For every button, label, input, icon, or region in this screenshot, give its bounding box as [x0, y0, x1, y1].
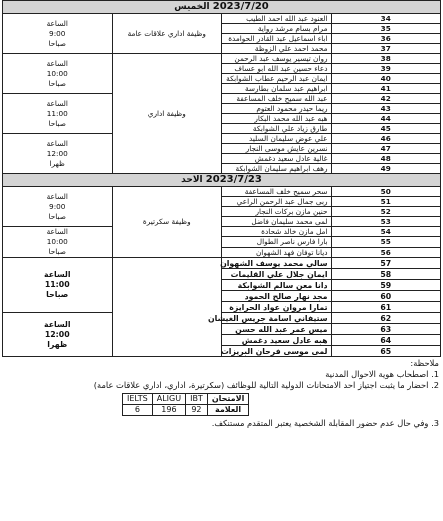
time-label: صباحا — [48, 38, 66, 48]
applicant-name: العنود عبد الله احمد الطيب — [222, 14, 332, 24]
row-number: 42 — [331, 94, 441, 104]
date-row — [3, 174, 441, 187]
time-label: الساعة — [43, 319, 71, 329]
notes-title: ملاحظة: — [410, 358, 439, 368]
exam-col-name: IBT — [186, 394, 208, 405]
time-value: 9:00 — [49, 201, 66, 211]
date-value: 2023/7/20 — [212, 1, 269, 12]
table-row — [3, 187, 441, 197]
row-number: 57 — [331, 258, 441, 269]
time-label: صباحا — [48, 247, 66, 256]
applicant-name: مرام بسام مرشد رواية — [222, 24, 332, 34]
time-value: 12:00 — [44, 329, 70, 339]
applicant-name: لمى محمد سليمان فاضل — [222, 217, 332, 227]
notes — [2, 357, 441, 429]
row-number: 37 — [331, 44, 441, 54]
row-number: 62 — [331, 313, 441, 324]
applicant-name: هبه عبد الله محمد البكار — [222, 114, 332, 124]
exam-col-name: IELTS — [123, 394, 153, 405]
time-value: 12:00 — [46, 148, 68, 158]
row-number: 64 — [331, 335, 441, 346]
row-number: 52 — [331, 207, 441, 217]
row-number: 55 — [331, 237, 441, 247]
row-number: 53 — [331, 217, 441, 227]
row-number: 58 — [331, 269, 441, 280]
time-label: صباحا — [48, 211, 66, 221]
time-label: الساعة — [46, 227, 68, 236]
time-label: الساعة — [46, 18, 68, 28]
applicant-name: نسرين عايش موسى النجار — [222, 144, 332, 154]
applicant-name: رهف ابراهيم سليمان الشوابكة — [222, 164, 332, 174]
table-row — [3, 227, 441, 237]
applicant-name: حنين مازن بركات النجار — [222, 207, 332, 217]
time-label: الساعة — [46, 58, 68, 68]
applicant-name: ربى جمال عبد الرحمن الراعي — [222, 197, 332, 207]
time-cell — [3, 134, 113, 174]
time-label: صباحا — [48, 118, 66, 128]
time-cell — [3, 258, 113, 313]
row-number: 40 — [331, 74, 441, 84]
time-cell — [3, 227, 113, 258]
job-cell: وظيفة سكرتيرة — [112, 187, 222, 258]
row-number: 49 — [331, 164, 441, 174]
time-cell — [3, 14, 113, 54]
row-number: 39 — [331, 64, 441, 74]
date-cell — [3, 174, 441, 187]
time-label: الساعة — [46, 138, 68, 148]
note-1: 1. اصطحاب هوية الاحوال المدنية — [325, 369, 439, 379]
row-number: 54 — [331, 227, 441, 237]
applicant-name: امل مازن خالد شحادة — [222, 227, 332, 237]
applicant-name: عبد الله سميح خلف المساعفة — [222, 94, 332, 104]
time-label: ظهرا — [49, 158, 65, 168]
time-cell — [3, 187, 113, 227]
time-cell — [3, 54, 113, 94]
row-number: 36 — [331, 34, 441, 44]
table-row — [3, 258, 441, 269]
row-number: 41 — [331, 84, 441, 94]
exam-col-mark: 6 — [123, 405, 153, 416]
applicant-name: تمارا مروان عواد الحرايزة — [222, 302, 332, 313]
time-value: 11:00 — [44, 280, 70, 289]
applicant-name: ايمان عبد الرحيم عطاب الشوابكة — [222, 74, 332, 84]
applicant-name: طارق زياد علي الشوابكة — [222, 124, 332, 134]
applicant-name: بارا فارس ناصر الطوال — [222, 237, 332, 247]
row-number: 45 — [331, 124, 441, 134]
applicant-name: مجد نهار صالح الحمود — [222, 291, 332, 302]
day-name: الاحد — [181, 175, 203, 185]
applicant-name: هبه عادل سعيد دغمش — [222, 335, 332, 346]
applicant-name: علي عوض سليمان السليد — [222, 134, 332, 144]
exam-col-mark: 196 — [152, 405, 185, 416]
applicant-name: ميس عمر عبد الله حسن — [222, 324, 332, 335]
table-row — [3, 313, 441, 324]
note-2: 2. احضار ما يثبت اجتياز احد الامتحانات الدولية التالية للوظائف (سكرتيرة، اداري، اداري علاقات عامة) — [93, 380, 439, 390]
time-value: 11:00 — [46, 108, 68, 118]
time-label: الساعة — [43, 270, 71, 279]
applicant-name: ديانا توفان فهد الشهوان — [222, 247, 332, 257]
exam-header-label: الامتحان — [207, 394, 249, 405]
table-row — [3, 134, 441, 144]
time-value: 9:00 — [49, 28, 66, 38]
time-label: صباحا — [48, 78, 66, 88]
exam-mark-label: العلامة — [207, 405, 249, 416]
time-label: الساعة — [46, 191, 68, 201]
applicant-name: دعاء حسين عبد الله ابو عساف — [222, 64, 332, 74]
date-cell — [3, 1, 441, 14]
row-number: 38 — [331, 54, 441, 64]
job-cell: وظيفة اداري علاقات عامة — [112, 14, 222, 54]
applicant-name: ريما حيدر محمود العتوم — [222, 104, 332, 114]
table-row — [3, 54, 441, 64]
applicant-name: سالي محمد يوسف الشهوان — [222, 258, 332, 269]
applicant-name: اباء اسماعيل عبد القادر الحوامدة — [222, 34, 332, 44]
row-number: 51 — [331, 197, 441, 207]
row-number: 61 — [331, 302, 441, 313]
exam-col-name: ALIGU — [152, 394, 185, 405]
job-cell-empty — [112, 258, 222, 357]
table-row — [3, 94, 441, 104]
applicant-name: روان تيسير يوسف عبد الرحمن — [222, 54, 332, 64]
applicant-name: ستيفاني اسامة جريس الغيشان — [222, 313, 332, 324]
row-number: 46 — [331, 134, 441, 144]
applicant-name: ايمان جلال علي القليمات — [222, 269, 332, 280]
applicant-name: محمد احمد علي الزوظة — [222, 44, 332, 54]
applicant-name: دانا معن سالم الشوابكة — [222, 280, 332, 291]
schedule-table — [2, 0, 441, 357]
row-number: 47 — [331, 144, 441, 154]
applicant-name: ابراهيم عبد سلمان بطارسة — [222, 84, 332, 94]
row-number: 44 — [331, 114, 441, 124]
date-row — [3, 1, 441, 14]
row-number: 48 — [331, 154, 441, 164]
row-number: 56 — [331, 247, 441, 257]
time-value: 10:00 — [46, 68, 68, 78]
applicant-name: سحر سميح خلف المساعفة — [222, 187, 332, 197]
row-number: 35 — [331, 24, 441, 34]
row-number: 65 — [331, 346, 441, 357]
exam-table — [122, 393, 249, 416]
row-number: 50 — [331, 187, 441, 197]
date-value: 2023/7/23 — [205, 174, 262, 185]
time-label: صباحا — [46, 290, 69, 299]
time-cell — [3, 94, 113, 134]
time-cell — [3, 313, 113, 357]
table-row — [3, 14, 441, 24]
exam-col-mark: 92 — [186, 405, 208, 416]
row-number: 63 — [331, 324, 441, 335]
row-number: 59 — [331, 280, 441, 291]
row-number: 34 — [331, 14, 441, 24]
time-value: 10:00 — [46, 237, 68, 246]
time-label: الساعة — [46, 98, 68, 108]
row-number: 60 — [331, 291, 441, 302]
job-cell: وظيفة اداري — [112, 54, 222, 174]
day-name: الخميس — [174, 2, 210, 12]
applicant-name: غالية عادل سعيد دغمش — [222, 154, 332, 164]
note-3: 3. وفي حال عدم حضور المقابلة الشخصية يعتبر المتقدم مستنكف. — [211, 418, 439, 428]
applicant-name: لمى موسى فرحان البريزات — [222, 346, 332, 357]
time-label: ظهرا — [47, 339, 68, 349]
row-number: 43 — [331, 104, 441, 114]
